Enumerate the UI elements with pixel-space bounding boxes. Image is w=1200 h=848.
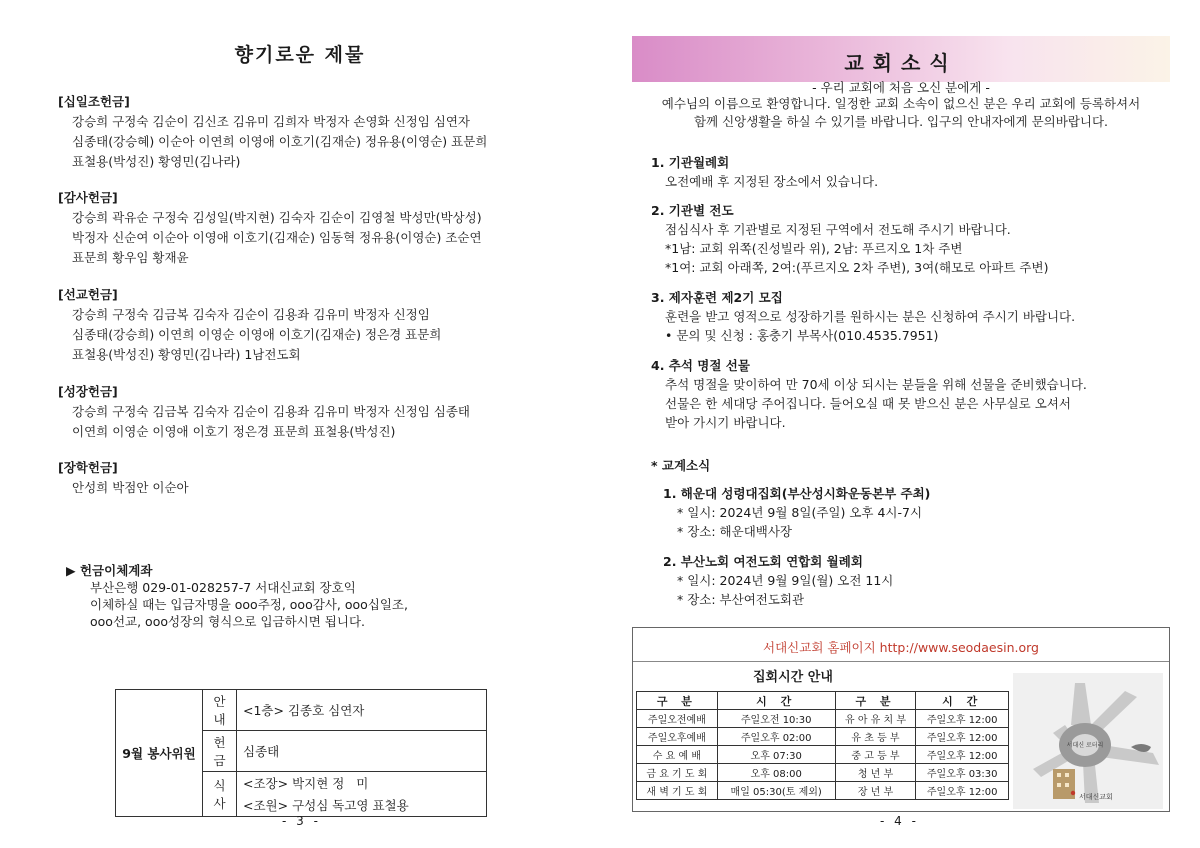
schedule-header: 구 분 xyxy=(637,692,718,710)
map-graphic xyxy=(1013,673,1163,809)
denomination-item-heading: 2. 부산노회 여전도회 연합회 월례회 xyxy=(663,554,863,569)
schedule-cell: 주일오전 10:30 xyxy=(717,710,835,728)
news-line: 오전예배 후 지정된 장소에서 있습니다. xyxy=(665,174,879,189)
schedule-cell: 장 년 부 xyxy=(835,782,916,800)
duty-table xyxy=(115,689,487,817)
news-line: 추석 명절을 맞이하여 만 70세 이상 되시는 분들을 위해 선물을 준비했습니다. xyxy=(665,377,1087,392)
divider xyxy=(633,661,1169,662)
news-heading: 4. 추석 명절 선물 xyxy=(651,358,750,373)
offering-heading: [감사헌금] xyxy=(58,190,118,205)
church-location-map xyxy=(1013,673,1163,809)
offering-names: 이연희 이영순 이영애 이호기 정은경 표문희 표철용(박성진) xyxy=(72,424,396,439)
offering-names: 박정자 신순여 이순아 이영애 이호기(김재순) 임동혁 정유용(이영순) 조순연 xyxy=(72,230,482,245)
news-line: *1여: 교회 아래쪽, 2여:(푸르지오 2차 주변), 3여(해모로 아파트 주변) xyxy=(665,260,1049,275)
denomination-line: * 장소: 부산여전도회관 xyxy=(677,592,805,607)
schedule-cell: 주일오후 12:00 xyxy=(916,746,1009,764)
welcome-line: 함께 신앙생활을 하실 수 있기를 바랍니다. 입구의 안내자에게 문의바랍니다. xyxy=(693,114,1109,129)
welcome-message xyxy=(632,81,1170,131)
news-line: *1남: 교회 위쪽(진성빌라 위), 2남: 푸르지오 1차 주변 xyxy=(665,241,963,256)
duty-value: <1층> 김종호 심연자 xyxy=(237,690,487,731)
offering-names: 강승희 구정숙 김금복 김숙자 김순이 김용좌 김유미 박정자 신정임 심종태 xyxy=(72,404,471,419)
duty-value: 심종태 xyxy=(237,731,487,772)
schedule-cell: 유 초 등 부 xyxy=(835,728,916,746)
denomination-line: * 일시: 2024년 9월 8일(주일) 오후 4시-7시 xyxy=(677,505,923,520)
offering-names: 강승희 구정숙 김순이 김신조 김유미 김희자 박정자 손영화 신정임 심연자 xyxy=(72,114,471,129)
offering-names: 강승희 곽유순 구정숙 김성일(박지현) 김숙자 김순이 김영철 박성만(박상성) xyxy=(72,210,482,225)
schedule-cell: 주일오후예배 xyxy=(637,728,718,746)
schedule-cell: 청 년 부 xyxy=(835,764,916,782)
homepage-box xyxy=(632,627,1170,812)
account-heading: ▶ 헌금이체계좌 xyxy=(66,563,153,578)
offering-names: 안성희 박점안 이순아 xyxy=(72,480,189,495)
map-center-label: 서대신 로터리 xyxy=(1066,742,1104,749)
duty-role: 안내 xyxy=(203,690,237,731)
account-line: ooo선교, ooo성장의 형식으로 입금하시면 됩니다. xyxy=(90,614,366,629)
news-item xyxy=(651,356,1176,432)
table-row xyxy=(637,764,1009,782)
account-line: 이체하실 때는 입금자명을 ooo주정, ooo감사, ooo십일조, xyxy=(90,597,408,612)
offering-heading: [선교헌금] xyxy=(58,287,118,302)
news-line: 선물은 한 세대당 주어집니다. 들어오실 때 못 받으신 분은 사무실로 오셔서 xyxy=(665,396,1071,411)
schedule-cell: 오후 07:30 xyxy=(717,746,835,764)
table-row xyxy=(637,710,1009,728)
schedule-cell: 수 요 예 배 xyxy=(637,746,718,764)
offering-names: 표철용(박성진) 황영민(김나라) xyxy=(72,154,241,169)
duty-month: 9월 봉사위원 xyxy=(116,690,203,817)
news-item xyxy=(651,153,1176,191)
news-heading: 2. 기관별 전도 xyxy=(651,203,734,218)
schedule-cell: 금 요 기 도 회 xyxy=(637,764,718,782)
news-heading: 1. 기관월례회 xyxy=(651,155,730,170)
offering-heading: [장학헌금] xyxy=(58,460,118,475)
news-item xyxy=(651,201,1176,277)
table-row xyxy=(637,746,1009,764)
offering-tithe xyxy=(58,92,558,172)
right-page xyxy=(600,0,1200,848)
schedule-cell: 주일오후 02:00 xyxy=(717,728,835,746)
schedule-cell: 주일오후 12:00 xyxy=(916,728,1009,746)
news-banner xyxy=(632,36,1170,82)
schedule-cell: 중 고 등 부 xyxy=(835,746,916,764)
denomination-line: * 일시: 2024년 9월 9일(월) 오전 11시 xyxy=(677,573,894,588)
news-line: 점심식사 후 기관별로 지정된 구역에서 전도해 주시기 바랍니다. xyxy=(665,222,1011,237)
schedule-header: 시 간 xyxy=(717,692,835,710)
account-info xyxy=(66,562,566,630)
news-line: • 문의 및 신청 : 홍충기 부목사(010.4535.7951) xyxy=(665,328,939,343)
schedule-title: 집회시간 안내 xyxy=(753,670,833,685)
map-church-label: 서대신교회 xyxy=(1079,793,1113,801)
duty-value: <조원> 구성심 독고영 표철용 xyxy=(237,794,487,817)
denomination-item xyxy=(663,484,1188,541)
duty-value: <조장> 박지현 정 미 xyxy=(237,772,487,795)
denomination-news xyxy=(651,456,1176,475)
offering-heading: [십일조헌금] xyxy=(58,94,130,109)
denomination-item-heading: 1. 해운대 성령대집회(부산성시화운동본부 주최) xyxy=(663,486,931,501)
schedule-cell: 매일 05:30(토 제외) xyxy=(717,782,835,800)
homepage-link[interactable]: 서대신교회 홈페이지 http://www.seodaesin.org xyxy=(763,640,1039,655)
duty-role: 헌금 xyxy=(203,731,237,772)
denomination-heading: * 교계소식 xyxy=(651,458,711,473)
offering-growth xyxy=(58,382,558,442)
table-row xyxy=(637,728,1009,746)
church-marker-icon xyxy=(1071,791,1075,795)
offering-heading: [성장헌금] xyxy=(58,384,118,399)
schedule-cell: 오후 08:00 xyxy=(717,764,835,782)
page-number: - 4 - xyxy=(880,814,919,828)
schedule-cell: 새 벽 기 도 회 xyxy=(637,782,718,800)
banner-title: 교회소식 xyxy=(844,51,958,75)
welcome-heading: - 우리 교회에 처음 오신 분에게 - xyxy=(812,80,990,95)
schedule-header: 구 분 xyxy=(835,692,916,710)
news-item xyxy=(651,288,1176,345)
page-title: 향기로운 제물 xyxy=(234,44,366,66)
welcome-line: 예수님의 이름으로 환영합니다. 일정한 교회 소속이 없으신 분은 우리 교회에 등록하셔서 xyxy=(661,96,1141,111)
account-line: 부산은행 029-01-028257-7 서대신교회 장호익 xyxy=(90,580,356,595)
denomination-line: * 장소: 해운대백사장 xyxy=(677,524,793,539)
offering-names: 표철용(박성진) 황영민(김나라) 1남전도회 xyxy=(72,347,301,362)
offering-names: 표문희 황우임 황재윤 xyxy=(72,250,189,265)
schedule-cell: 유 아 유 치 부 xyxy=(835,710,916,728)
schedule-cell: 주일오전예배 xyxy=(637,710,718,728)
schedule-header: 시 간 xyxy=(916,692,1009,710)
offering-scholarship xyxy=(58,458,558,498)
offering-names: 심종태(강승혜) 이순아 이연희 이영애 이호기(김재순) 정유용(이영순) 표문희 xyxy=(72,134,488,149)
offering-names: 강승희 구정숙 김금복 김숙자 김순이 김용좌 김유미 박정자 신정임 xyxy=(72,307,430,322)
offering-names: 심종태(강승희) 이연희 이영순 이영애 이호기(김재순) 정은경 표문희 xyxy=(72,327,442,342)
schedule-table xyxy=(636,691,1009,800)
news-heading: 3. 제자훈련 제2기 모집 xyxy=(651,290,783,305)
news-line: 받아 가시기 바랍니다. xyxy=(665,415,786,430)
schedule-cell: 주일오후 03:30 xyxy=(916,764,1009,782)
offering-mission xyxy=(58,285,558,365)
schedule-cell: 주일오후 12:00 xyxy=(916,710,1009,728)
page-number: - 3 - xyxy=(282,814,321,828)
duty-role: 식사 xyxy=(203,772,237,817)
table-row xyxy=(637,782,1009,800)
offering-thanks xyxy=(58,188,558,268)
schedule-cell: 주일오후 12:00 xyxy=(916,782,1009,800)
denomination-item xyxy=(663,552,1188,609)
news-line: 훈련을 받고 영적으로 성장하기를 원하시는 분은 신청하여 주시기 바랍니다. xyxy=(665,309,1076,324)
